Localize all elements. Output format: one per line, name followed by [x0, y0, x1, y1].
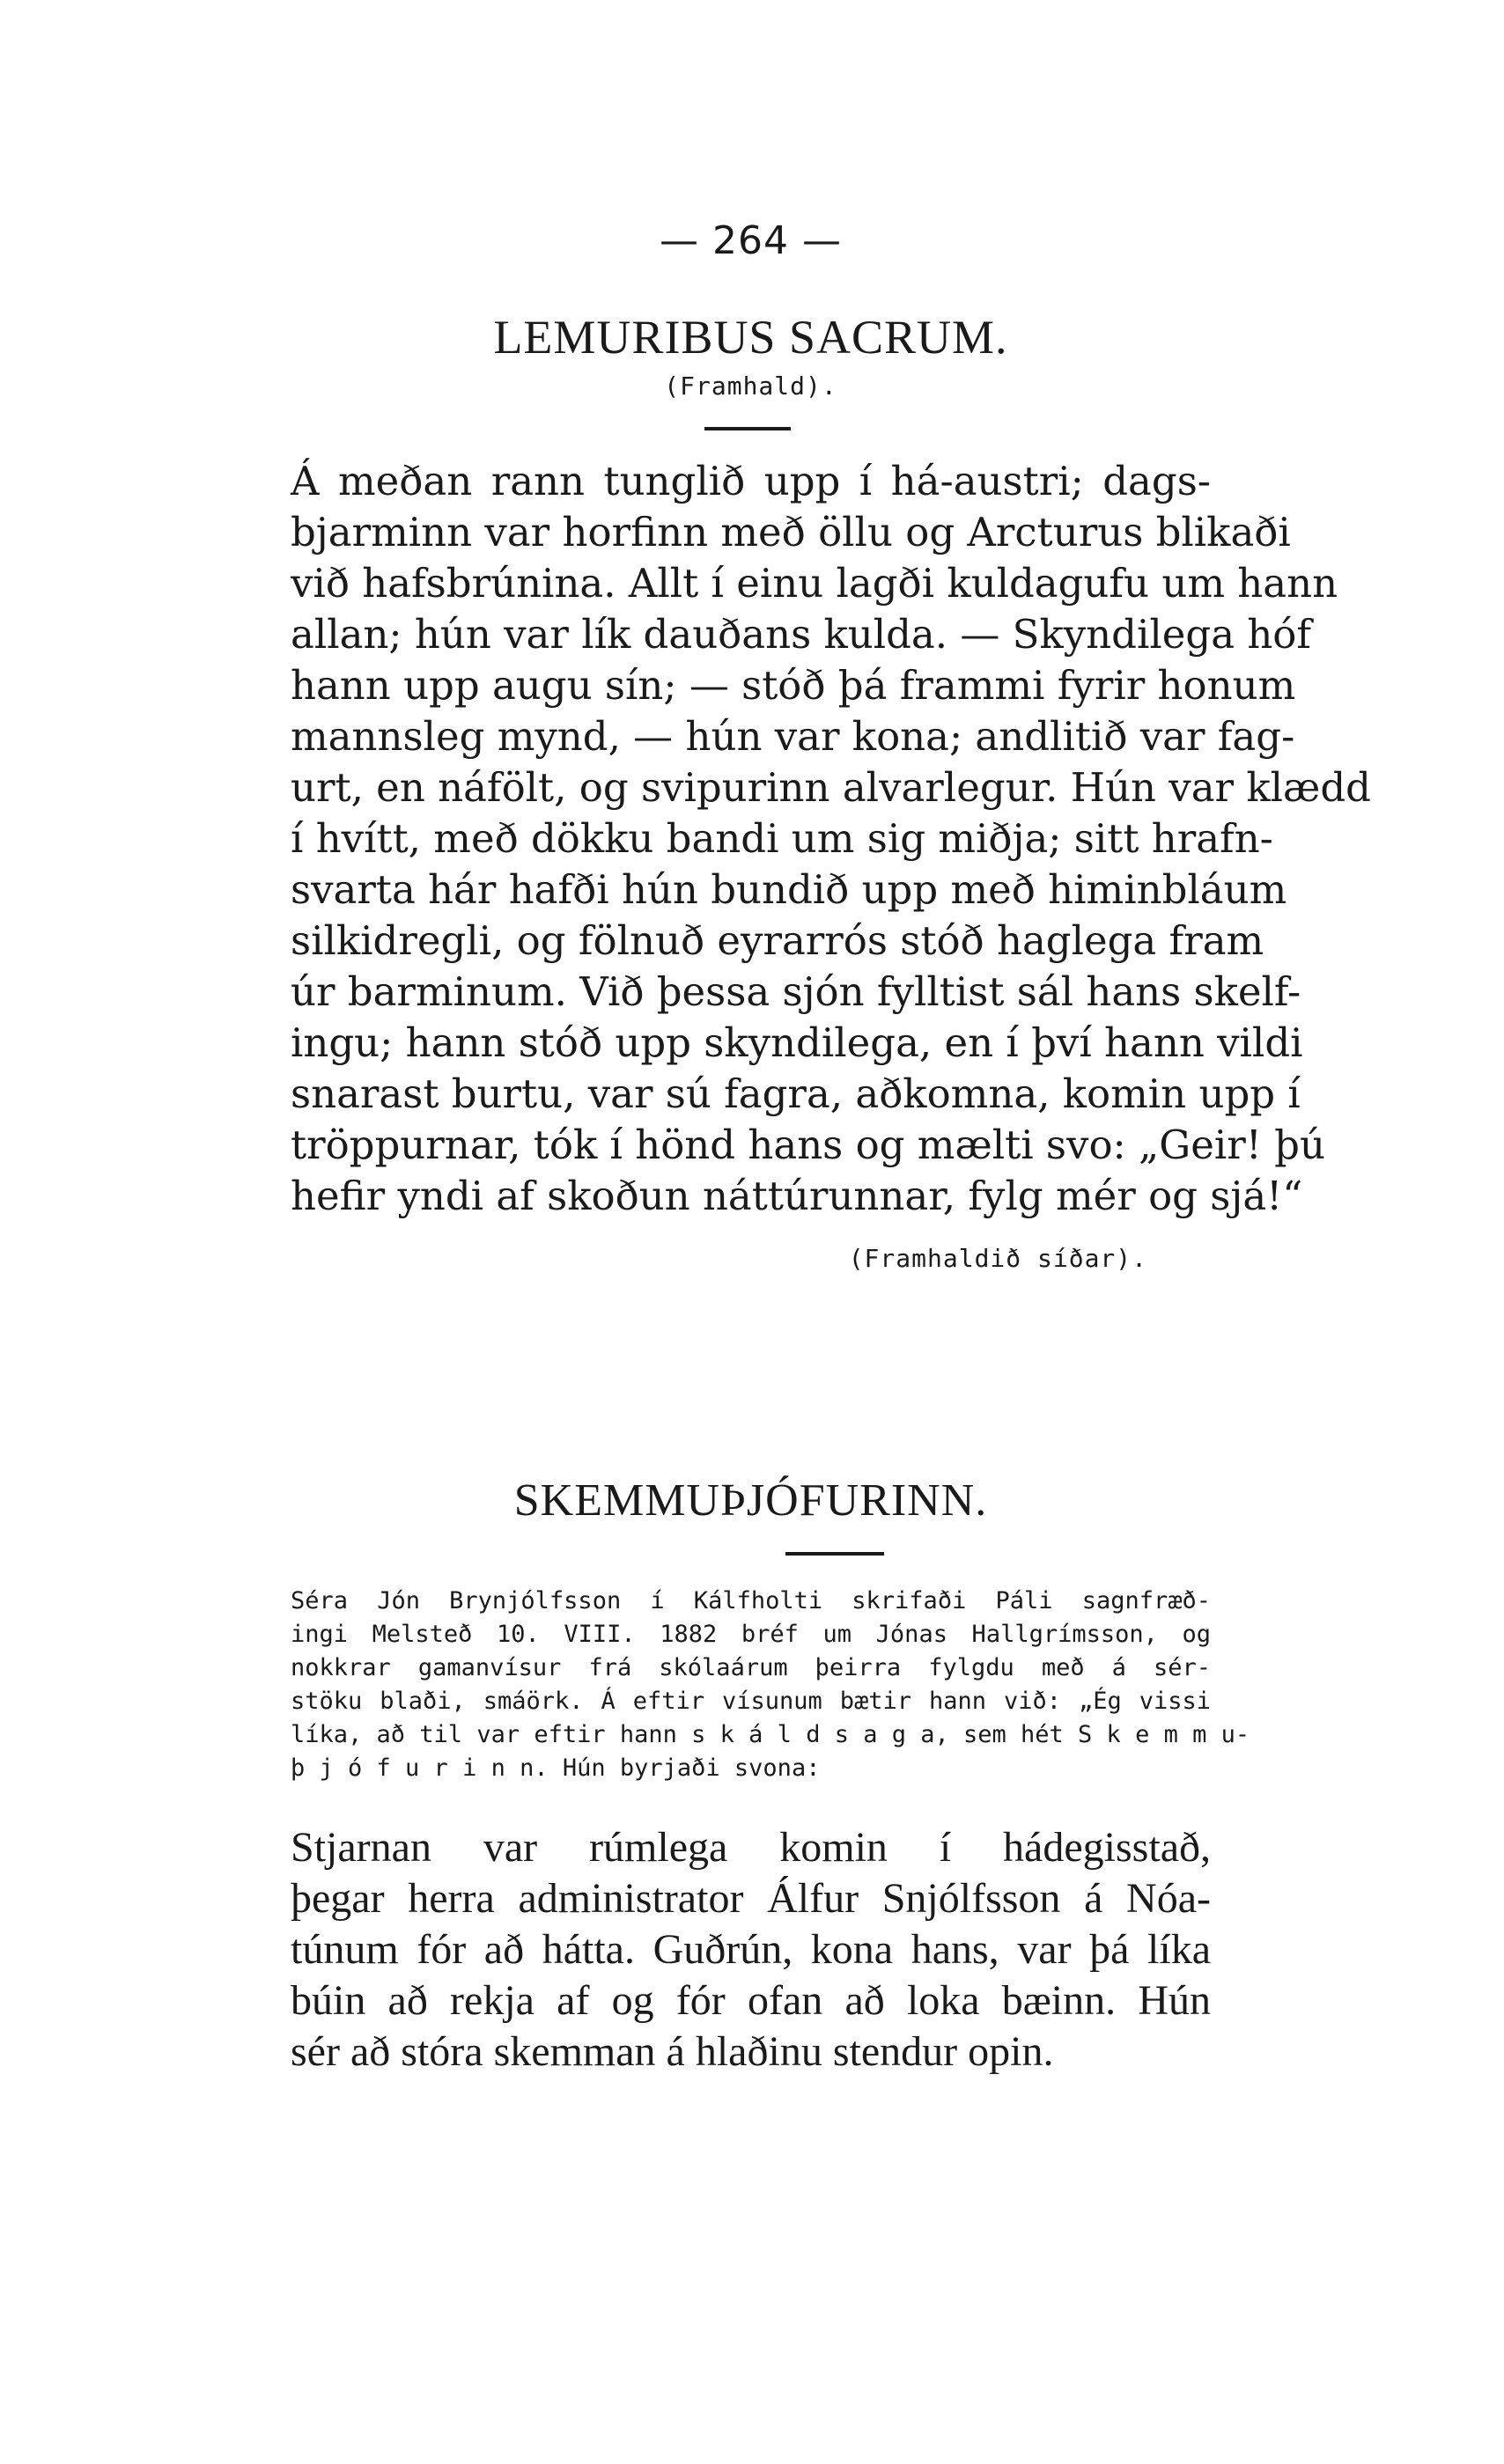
- text-line: mannsleg mynd, — hún var kona; andlitið var fag-: [291, 713, 1295, 760]
- note-line: þ j ó f u r i n n. Hún byrjaði svona:: [291, 1754, 821, 1782]
- text-line: snarast burtu, var sú fagra, aðkomna, komin upp í: [291, 1070, 1301, 1117]
- note-line: nokkrar gamanvísur frá skólaárum þeirra fylgdu með á sér-: [291, 1654, 1211, 1681]
- document-page: [291, 0, 1371, 2464]
- text-line: hann upp augu sín; — stóð þá frammi fyrir honum: [291, 662, 1296, 709]
- note-line: stöku blaði, smáörk. Á eftir vísunum bætir hann við: „Ég vissi: [291, 1688, 1211, 1715]
- page-number: — 264 —: [660, 218, 842, 263]
- text-line: silkidregli, og fölnuð eyrarrós stóð haglega fram: [291, 917, 1264, 964]
- section2-story-text: [291, 1822, 1211, 2078]
- section-subtitle-framhald: (Framhald).: [664, 371, 837, 401]
- continued-note: (Framhaldið síðar).: [848, 1244, 1147, 1273]
- story-line: búin að rekja af og fór ofan að loka bæinn. Hún: [291, 1977, 1211, 2024]
- text-line: við hafsbrúnina. Allt í einu lagði kuldagufu um hann: [291, 560, 1338, 607]
- story-line: þegar herra administrator Álfur Snjólfsson á Nóa-: [291, 1875, 1211, 1922]
- story-line: sér að stóra skemman á hlaðinu stendur opin.: [291, 2028, 1054, 2075]
- text-line: í hvítt, með dökku bandi um sig miðja; sitt hrafn-: [291, 815, 1273, 862]
- text-line: úr barminum. Við þessa sjón fylltist sál hans skelf-: [291, 968, 1301, 1015]
- section-divider: [704, 427, 791, 430]
- text-line: urt, en náfölt, og svipurinn alvarlegur. Hún var klædd: [291, 764, 1371, 811]
- text-line: Á meðan rann tunglið upp í há-austri; dags-: [291, 458, 1211, 504]
- text-line: allan; hún var lík dauðans kulda. — Skyndilega hóf: [291, 611, 1312, 658]
- text-line: svarta hár hafði hún bundið upp með himinbláum: [291, 866, 1287, 913]
- section-title-lemuribus: LEMURIBUS SACRUM.: [493, 311, 1008, 364]
- story-line: túnum fór að hátta. Guðrún, kona hans, var þá líka: [291, 1926, 1211, 1973]
- note-line: líka, að til var eftir hann s k á l d s a g a, sem hét S k e m m u-: [291, 1721, 1250, 1748]
- text-line: hefir yndi af skoðun náttúrunnar, fylg mér og sjá!“: [291, 1173, 1303, 1219]
- text-line: tröppurnar, tók í hönd hans og mælti svo: „Geir! þú: [291, 1122, 1325, 1168]
- section2-intro-note: [291, 1585, 1250, 1785]
- note-line: Séra Jón Brynjólfsson í Kálfholti skrifaði Páli sagnfræð-: [291, 1587, 1211, 1614]
- text-line: bjarminn var horfinn með öllu og Arcturus blikaði: [291, 509, 1291, 555]
- section1-body: [291, 456, 1371, 1222]
- text-line: ingu; hann stóð upp skyndilega, en í því hann vildi: [291, 1019, 1303, 1066]
- note-line: ingi Melsteð 10. VIII. 1882 bréf um Jónas Hallgrímsson, og: [291, 1621, 1211, 1648]
- story-line: Stjarnan var rúmlega komin í hádegisstað,: [291, 1824, 1211, 1871]
- section-title-skemmuthjofurinn: SKEMMUÞJÓFURINN.: [513, 1475, 988, 1526]
- section-divider-2: [785, 1552, 884, 1556]
